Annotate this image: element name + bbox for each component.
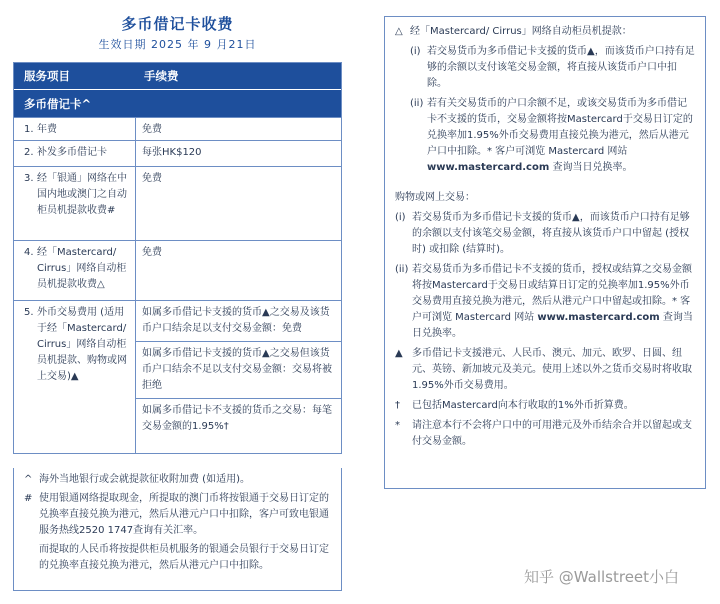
shopping-heading: 购物或网上交易： — [395, 192, 475, 203]
header-fee: 手续费 — [144, 69, 179, 83]
item-text: 若有关交易货币的户口余额不足，或该交易货币为多币借记卡不支援的货币，交易金额将按Mastercard于交易日订定的兑换率加1.95%外币交易费用直接兑换为港元，然后从港元户口中扣除。* 客户可浏览 Mastercard 网站 — [427, 98, 693, 157]
note-text: 多币借记卡支援港元、人民币、澳元、加元、欧罗、日圆、纽元、英镑、新加坡元及美元。使用上述以外之货币交易时将收取1.95%外币交易费用。 — [412, 348, 692, 391]
atm-item — [410, 96, 695, 176]
note-symbol: * — [395, 420, 400, 431]
table-row — [14, 117, 341, 140]
currency-note — [395, 346, 695, 394]
table-row — [14, 166, 341, 240]
item-label: (ii) — [395, 264, 409, 275]
table-row — [14, 240, 341, 300]
watermark: 知乎 @Wallstreet小白 — [524, 568, 680, 586]
row-item: 补发多币借记卡 — [37, 147, 107, 158]
item-text: 查询当日兑换率。 — [412, 312, 693, 339]
item-text: 查询当日兑换率。 — [549, 162, 633, 173]
item-text: 若交易货币为多币借记卡不支援的货币，授权或结算之交易金额将按Mastercard于交易日或结算日订定的兑换率加1.95%外币交易费用直接兑换为港元，然后从港元户口中留起或扣除。* 客户可浏览 Mastercard 网站 — [412, 264, 692, 323]
left-footnotes — [13, 468, 342, 591]
row-number: 4. — [24, 247, 34, 258]
atm-heading — [395, 24, 695, 40]
row-item: 经「Mastercard/ Cirrus」网络自动柜员机提款收费△ — [37, 247, 127, 290]
fee-note — [395, 398, 695, 414]
note-text: 已包括Mastercard向本行收取的1%外币折算费。 — [412, 400, 634, 411]
effective-date: 生效日期 2025 年 9 月21日 — [98, 38, 257, 51]
row-number: 2. — [24, 147, 34, 158]
fee-condition: 如属多币借记卡支援的货币▲之交易但该货币户口结余不足以支付交易金额：交易将被拒绝 — [136, 341, 341, 398]
note-symbol: △ — [395, 26, 403, 37]
balance-note — [395, 418, 695, 450]
note-symbol: ▲ — [395, 348, 403, 359]
row-number: 5. — [24, 307, 34, 318]
footnote-text: 使用银通网络提取现金，所提取的澳门币将按银通于交易日订定的兑换率直接兑换为港元，然后从港元户口中扣除，客户可致电银通服务热线2520 1747查询有关汇率。 — [39, 493, 329, 536]
note-text: 请注意本行不会将户口中的可用港元及外币结余合并以留起或支付交易金额。 — [412, 420, 692, 447]
shopping-item — [395, 210, 695, 258]
footnote — [24, 472, 333, 488]
row-fee: 每张HK$120 — [142, 147, 202, 158]
row-item: 经「银通」网络在中国内地或澳门之自动柜员机提款收费# — [37, 173, 127, 216]
table-row — [14, 140, 341, 166]
item-label: (ii) — [410, 98, 424, 109]
mastercard-link[interactable]: www.mastercard.com — [537, 312, 660, 323]
footnote-symbol: # — [24, 493, 33, 504]
table-header — [14, 63, 341, 89]
footnote — [24, 491, 333, 539]
row-fee: 免费 — [142, 247, 162, 258]
item-label: (i) — [410, 46, 421, 57]
shopping-item — [395, 262, 695, 342]
footnote-text: 海外当地银行或会就提款征收附加费 (如适用)。 — [39, 474, 250, 485]
atm-item — [410, 44, 695, 92]
row-item: 外币交易费用 (适用于经「Mastercard/ Cirrus」网络自动柜员机提款、购物或网上交易)▲ — [37, 307, 127, 382]
fee-condition: 如属多币借记卡支援的货币▲之交易及该货币户口结余足以支付交易金额：免费 — [142, 307, 330, 334]
note-symbol: † — [395, 400, 400, 411]
footnote-continuation: 而提取的人民币将按提供柜员机服务的银通会员银行于交易日订定的兑换率直接兑换为港元，然后从港元户口中扣除。 — [39, 544, 329, 571]
mastercard-notes-box — [384, 16, 706, 489]
row-number: 1. — [24, 124, 34, 135]
atm-heading-text: 经「Mastercard/ Cirrus」网络自动柜员机提款： — [410, 26, 632, 37]
footnote-symbol: ^ — [24, 474, 33, 485]
section-title: 多币借记卡^ — [14, 89, 341, 117]
row-number: 3. — [24, 173, 34, 184]
header-item: 服务项目 — [24, 69, 70, 83]
item-text: 若交易货币为多币借记卡支援的货币▲，而该货币户口持有足够的余额以支付该笔交易金额，将直接从该货币户口中扣除。 — [427, 46, 695, 89]
item-text: 若交易货币为多币借记卡支援的货币▲，而该货币户口持有足够的余额以支付该笔交易金额，将直接从该货币户口中留起 (授权时) 或扣除 (结算时)。 — [412, 212, 690, 255]
fee-condition: 如属多币借记卡不支援的货币之交易：每笔交易金额的1.95%† — [136, 398, 341, 439]
row-item: 年费 — [37, 124, 57, 135]
fee-table — [13, 62, 342, 454]
page-title: 多币借记卡收费 — [121, 15, 234, 33]
row-fee: 免费 — [142, 124, 162, 135]
table-row — [14, 300, 341, 453]
row-fee: 免费 — [142, 173, 162, 184]
mastercard-link[interactable]: www.mastercard.com — [427, 162, 550, 173]
item-label: (i) — [395, 212, 406, 223]
